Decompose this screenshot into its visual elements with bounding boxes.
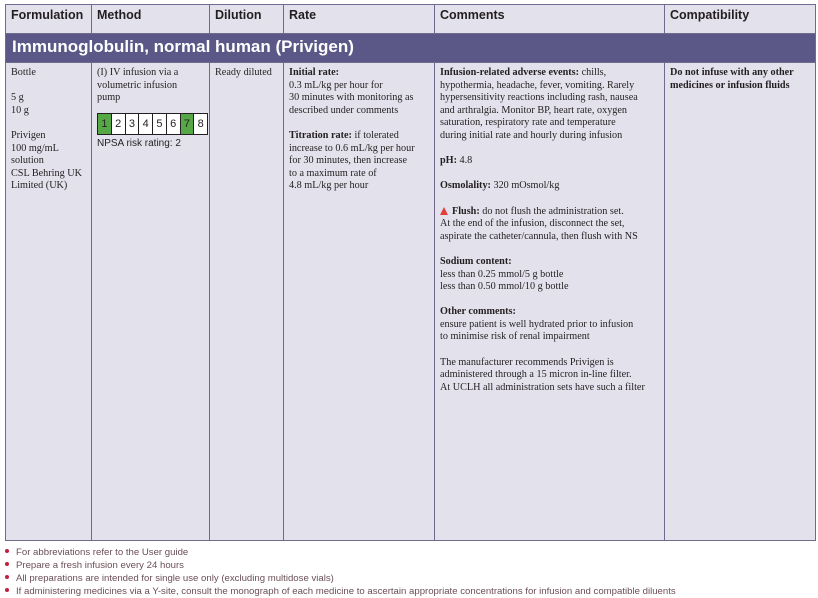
header-formulation: Formulation (6, 5, 92, 34)
flush-label: Flush: (452, 205, 480, 217)
other-comments-label: Other comments: (440, 306, 516, 318)
comment-line: hypothermia, headache, fever, vomiting. Rarely (440, 79, 635, 91)
dilution-text: Ready diluted (215, 67, 272, 78)
bullet-icon (5, 575, 9, 579)
titration-rate-label: Titration rate: (289, 129, 352, 141)
rate-line: described under comments (289, 104, 399, 116)
osmolality-value: 320 mOsmol/kg (493, 180, 560, 192)
rate-line: 30 minutes with monitoring as (289, 92, 414, 104)
comment-line: and arthralgia. Monitor BP, heart rate, oxygen (440, 104, 627, 116)
rate-line: for 30 minutes, then increase (289, 155, 407, 167)
comment-line: ensure patient is well hydrated prior to infusion (440, 318, 634, 330)
header-dilution: Dilution (210, 5, 284, 34)
initial-rate-label: Initial rate: (289, 67, 340, 78)
bullet-icon (5, 549, 9, 553)
compatibility-cell (665, 63, 816, 541)
bullet-icon (5, 588, 9, 592)
banner-row (6, 34, 816, 63)
method-line: pump (97, 92, 121, 104)
method-cell (92, 63, 210, 541)
risk-box: 8 (193, 113, 208, 135)
rate-line: 0.3 mL/kg per hour for (289, 79, 383, 91)
header-row (6, 5, 816, 34)
product-line: CSL Behring UK (11, 167, 82, 179)
footnote: For abbreviations refer to the User guide (5, 546, 805, 559)
formulation-strength: 5 g (11, 92, 24, 104)
rate-line: increase to 0.6 mL/kg per hour (289, 142, 415, 154)
formulation-strength: 10 g (11, 104, 29, 116)
content-row (6, 63, 816, 541)
ph-value: 4.8 (459, 155, 473, 167)
warning-icon (440, 207, 448, 215)
compatibility-line: Do not infuse with any other (670, 67, 794, 78)
comment-line: The manufacturer recommends Privigen is (440, 356, 614, 368)
comment-line: aspirate the catheter/cannula, then flush with NS (440, 230, 638, 242)
footnote: Prepare a fresh infusion every 24 hours (5, 559, 805, 572)
risk-box: 2 (111, 113, 126, 135)
comment-line: At UCLH all administration sets have such a filter (440, 381, 645, 393)
rate-cell (284, 63, 435, 541)
footnote: If administering medicines via a Y-site, consult the monograph of each medicine to ascertain appropriate concentrations for infusion and compatible diluents (5, 585, 805, 598)
comment-line: chills, (581, 67, 607, 78)
product-line: Privigen (11, 129, 46, 141)
formulation-cell (6, 63, 92, 541)
drug-title: Immunoglobulin, normal human (Privigen) (6, 34, 816, 63)
compatibility-line: medicines or infusion fluids (670, 79, 790, 91)
risk-box: 3 (125, 113, 140, 135)
header-comments: Comments (435, 5, 665, 34)
npsa-rating: NPSA risk rating: 2 (97, 137, 181, 149)
product-line: 100 mg/mL (11, 142, 59, 154)
header-rate: Rate (284, 5, 435, 34)
footnotes (5, 546, 805, 598)
risk-box: 6 (166, 113, 181, 135)
adverse-events-label: Infusion-related adverse events: (440, 67, 580, 78)
monograph-page (5, 4, 815, 541)
rate-line: if tolerated (354, 129, 399, 141)
risk-scale (97, 113, 215, 135)
dilution-cell (210, 63, 284, 541)
comment-line: during initial rate and hourly during infusion (440, 129, 623, 141)
comment-line: less than 0.50 mmol/10 g bottle (440, 281, 569, 293)
header-method: Method (92, 5, 210, 34)
osmolality-label: Osmolality: (440, 180, 491, 192)
risk-box: 7 (180, 113, 195, 135)
method-line: volumetric infusion (97, 79, 178, 91)
comment-line: hypersensitivity reactions including rash, nausea (440, 92, 638, 104)
header-compatibility: Compatibility (665, 5, 816, 34)
footnote: All preparations are intended for single use only (excluding multidose vials) (5, 572, 805, 585)
product-line: Limited (UK) (11, 180, 68, 192)
risk-box: 5 (152, 113, 167, 135)
rate-line: 4.8 mL/kg per hour (289, 180, 369, 192)
comment-line: do not flush the administration set. (482, 205, 624, 217)
risk-box: 4 (138, 113, 153, 135)
product-line: solution (11, 155, 44, 167)
comment-line: At the end of the infusion, disconnect the set, (440, 218, 625, 230)
risk-box: 1 (97, 113, 112, 135)
rate-line: to a maximum rate of (289, 167, 377, 179)
bullet-icon (5, 562, 9, 566)
monograph-table (5, 4, 816, 541)
formulation-type: Bottle (11, 67, 36, 78)
comment-line: saturation, respiratory rate and temperature (440, 117, 616, 129)
comment-line: administered through a 15 micron in-line filter. (440, 369, 632, 381)
comments-cell (435, 63, 665, 541)
comment-line: to minimise risk of renal impairment (440, 331, 590, 343)
comment-line: less than 0.25 mmol/5 g bottle (440, 268, 564, 280)
method-line: (I) IV infusion via a (97, 67, 179, 78)
sodium-label: Sodium content: (440, 255, 512, 267)
ph-label: pH: (440, 155, 457, 167)
